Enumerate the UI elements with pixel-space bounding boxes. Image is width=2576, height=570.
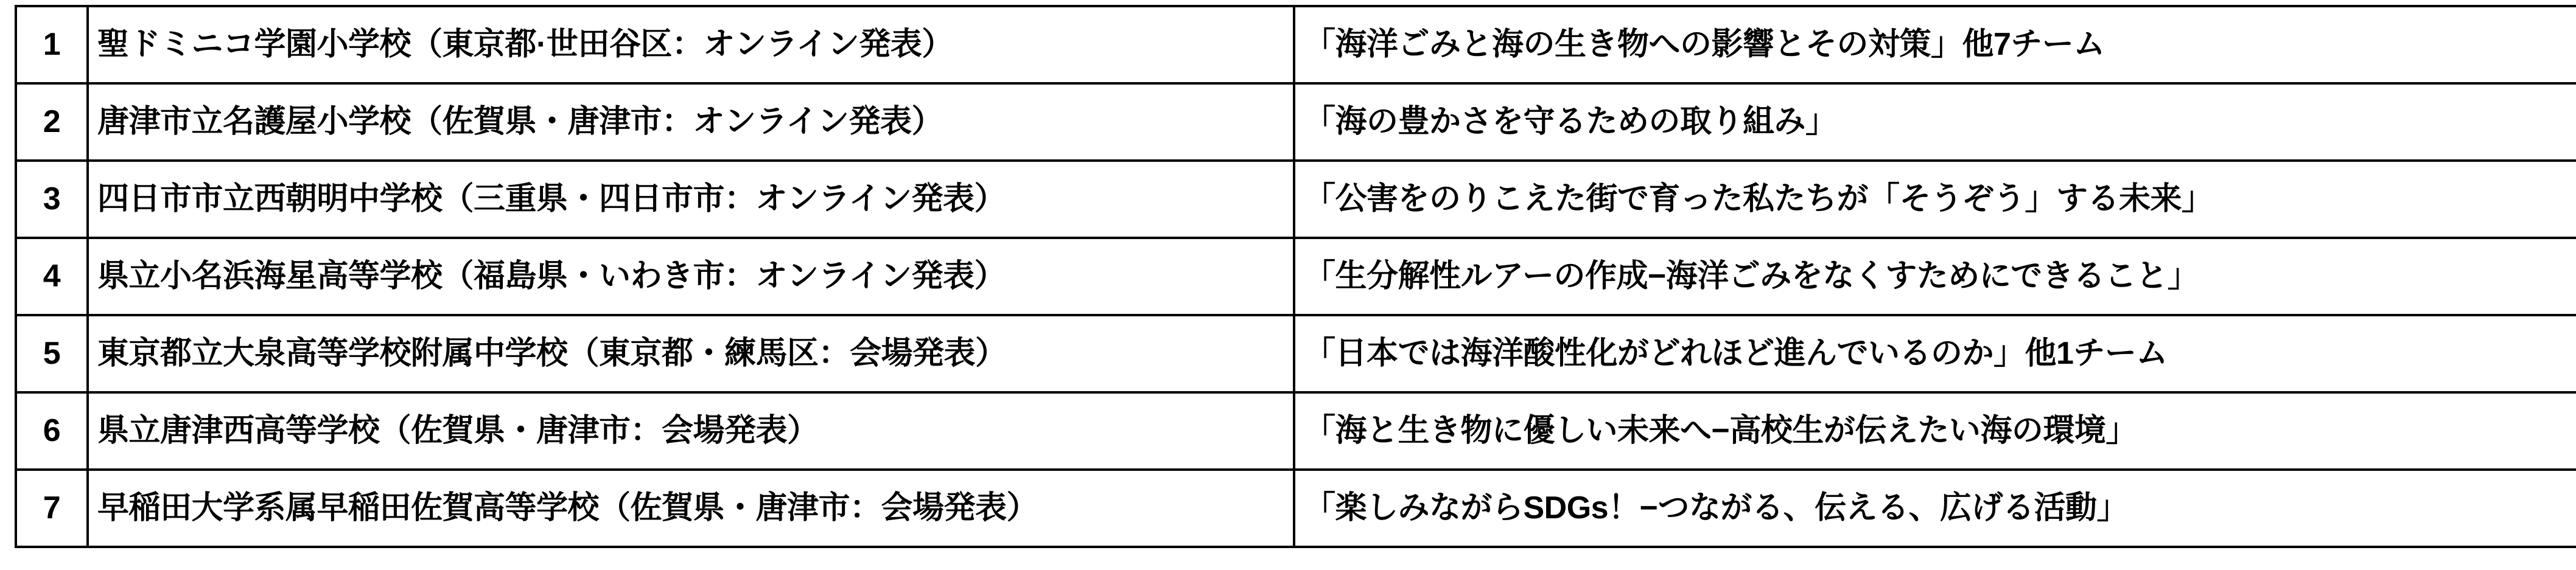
table-row [16,392,2576,470]
school-name: 唐津市立名護屋小学校（佐賀県・唐津市：オンライン発表） [97,104,943,140]
table-row [16,6,2576,83]
table-row [16,470,2576,547]
row-number-cell [16,238,88,315]
presentation-title: 「日本では海洋酸性化がどれほど進んでいるのか」他1チーム [1304,336,2168,372]
school-cell [88,315,1294,392]
row-number-cell [16,392,88,470]
school-cell [88,6,1294,83]
school-cell [88,83,1294,161]
presentation-title: 「公害をのりこえた街で育った私たちが「そうぞう」する未来」 [1304,181,2213,217]
presentation-title: 「楽しみながらSDGs！−つながる、伝える、広げる活動」 [1304,490,2128,526]
presentation-table [15,5,2576,548]
title-cell [1294,161,2576,238]
row-number: 4 [43,259,61,294]
table-row [16,161,2576,238]
school-cell [88,238,1294,315]
school-cell [88,161,1294,238]
row-number-cell [16,470,88,547]
school-name: 県立小名浜海星高等学校（福島県・いわき市：オンライン発表） [97,259,1006,294]
school-name: 早稲田大学系属早稲田佐賀高等学校（佐賀県・唐津市：会場発表） [97,490,1038,526]
table-row [16,83,2576,161]
table-row [16,238,2576,315]
school-cell [88,392,1294,470]
school-name: 東京都立大泉高等学校附属中学校（東京都・練馬区：会場発表） [97,336,1007,372]
title-cell [1294,6,2576,83]
school-name: 四日市市立西朝明中学校（三重県・四日市市：オンライン発表） [97,181,1006,217]
table-row [16,315,2576,392]
school-cell [88,470,1294,547]
row-number: 7 [43,490,61,526]
title-cell [1294,470,2576,547]
school-name: 聖ドミニコ学園小学校（東京都·世田谷区：オンライン発表） [97,27,953,63]
row-number-cell [16,315,88,392]
presentation-title: 「生分解性ルアーの作成−海洋ごみをなくすためにできること」 [1304,259,2199,294]
row-number-cell [16,6,88,83]
title-cell [1294,83,2576,161]
title-cell [1294,238,2576,315]
row-number-cell [16,161,88,238]
presentation-title: 「海の豊かさを守るための取り組み」 [1304,104,1837,140]
row-number: 3 [43,181,61,217]
row-number-cell [16,83,88,161]
row-number: 1 [43,27,61,63]
presentation-title: 「海と生き物に優しい未来へ−高校生が伝えたい海の環境」 [1304,413,2137,449]
row-number: 6 [43,413,61,449]
school-name: 県立唐津西高等学校（佐賀県・唐津市：会場発表） [97,413,819,449]
title-cell [1294,315,2576,392]
table-body [16,6,2576,547]
presentation-title: 「海洋ごみと海の生き物への影響とその対策」他7チーム [1304,27,2105,63]
row-number: 2 [43,104,61,140]
row-number: 5 [43,336,61,372]
title-cell [1294,392,2576,470]
